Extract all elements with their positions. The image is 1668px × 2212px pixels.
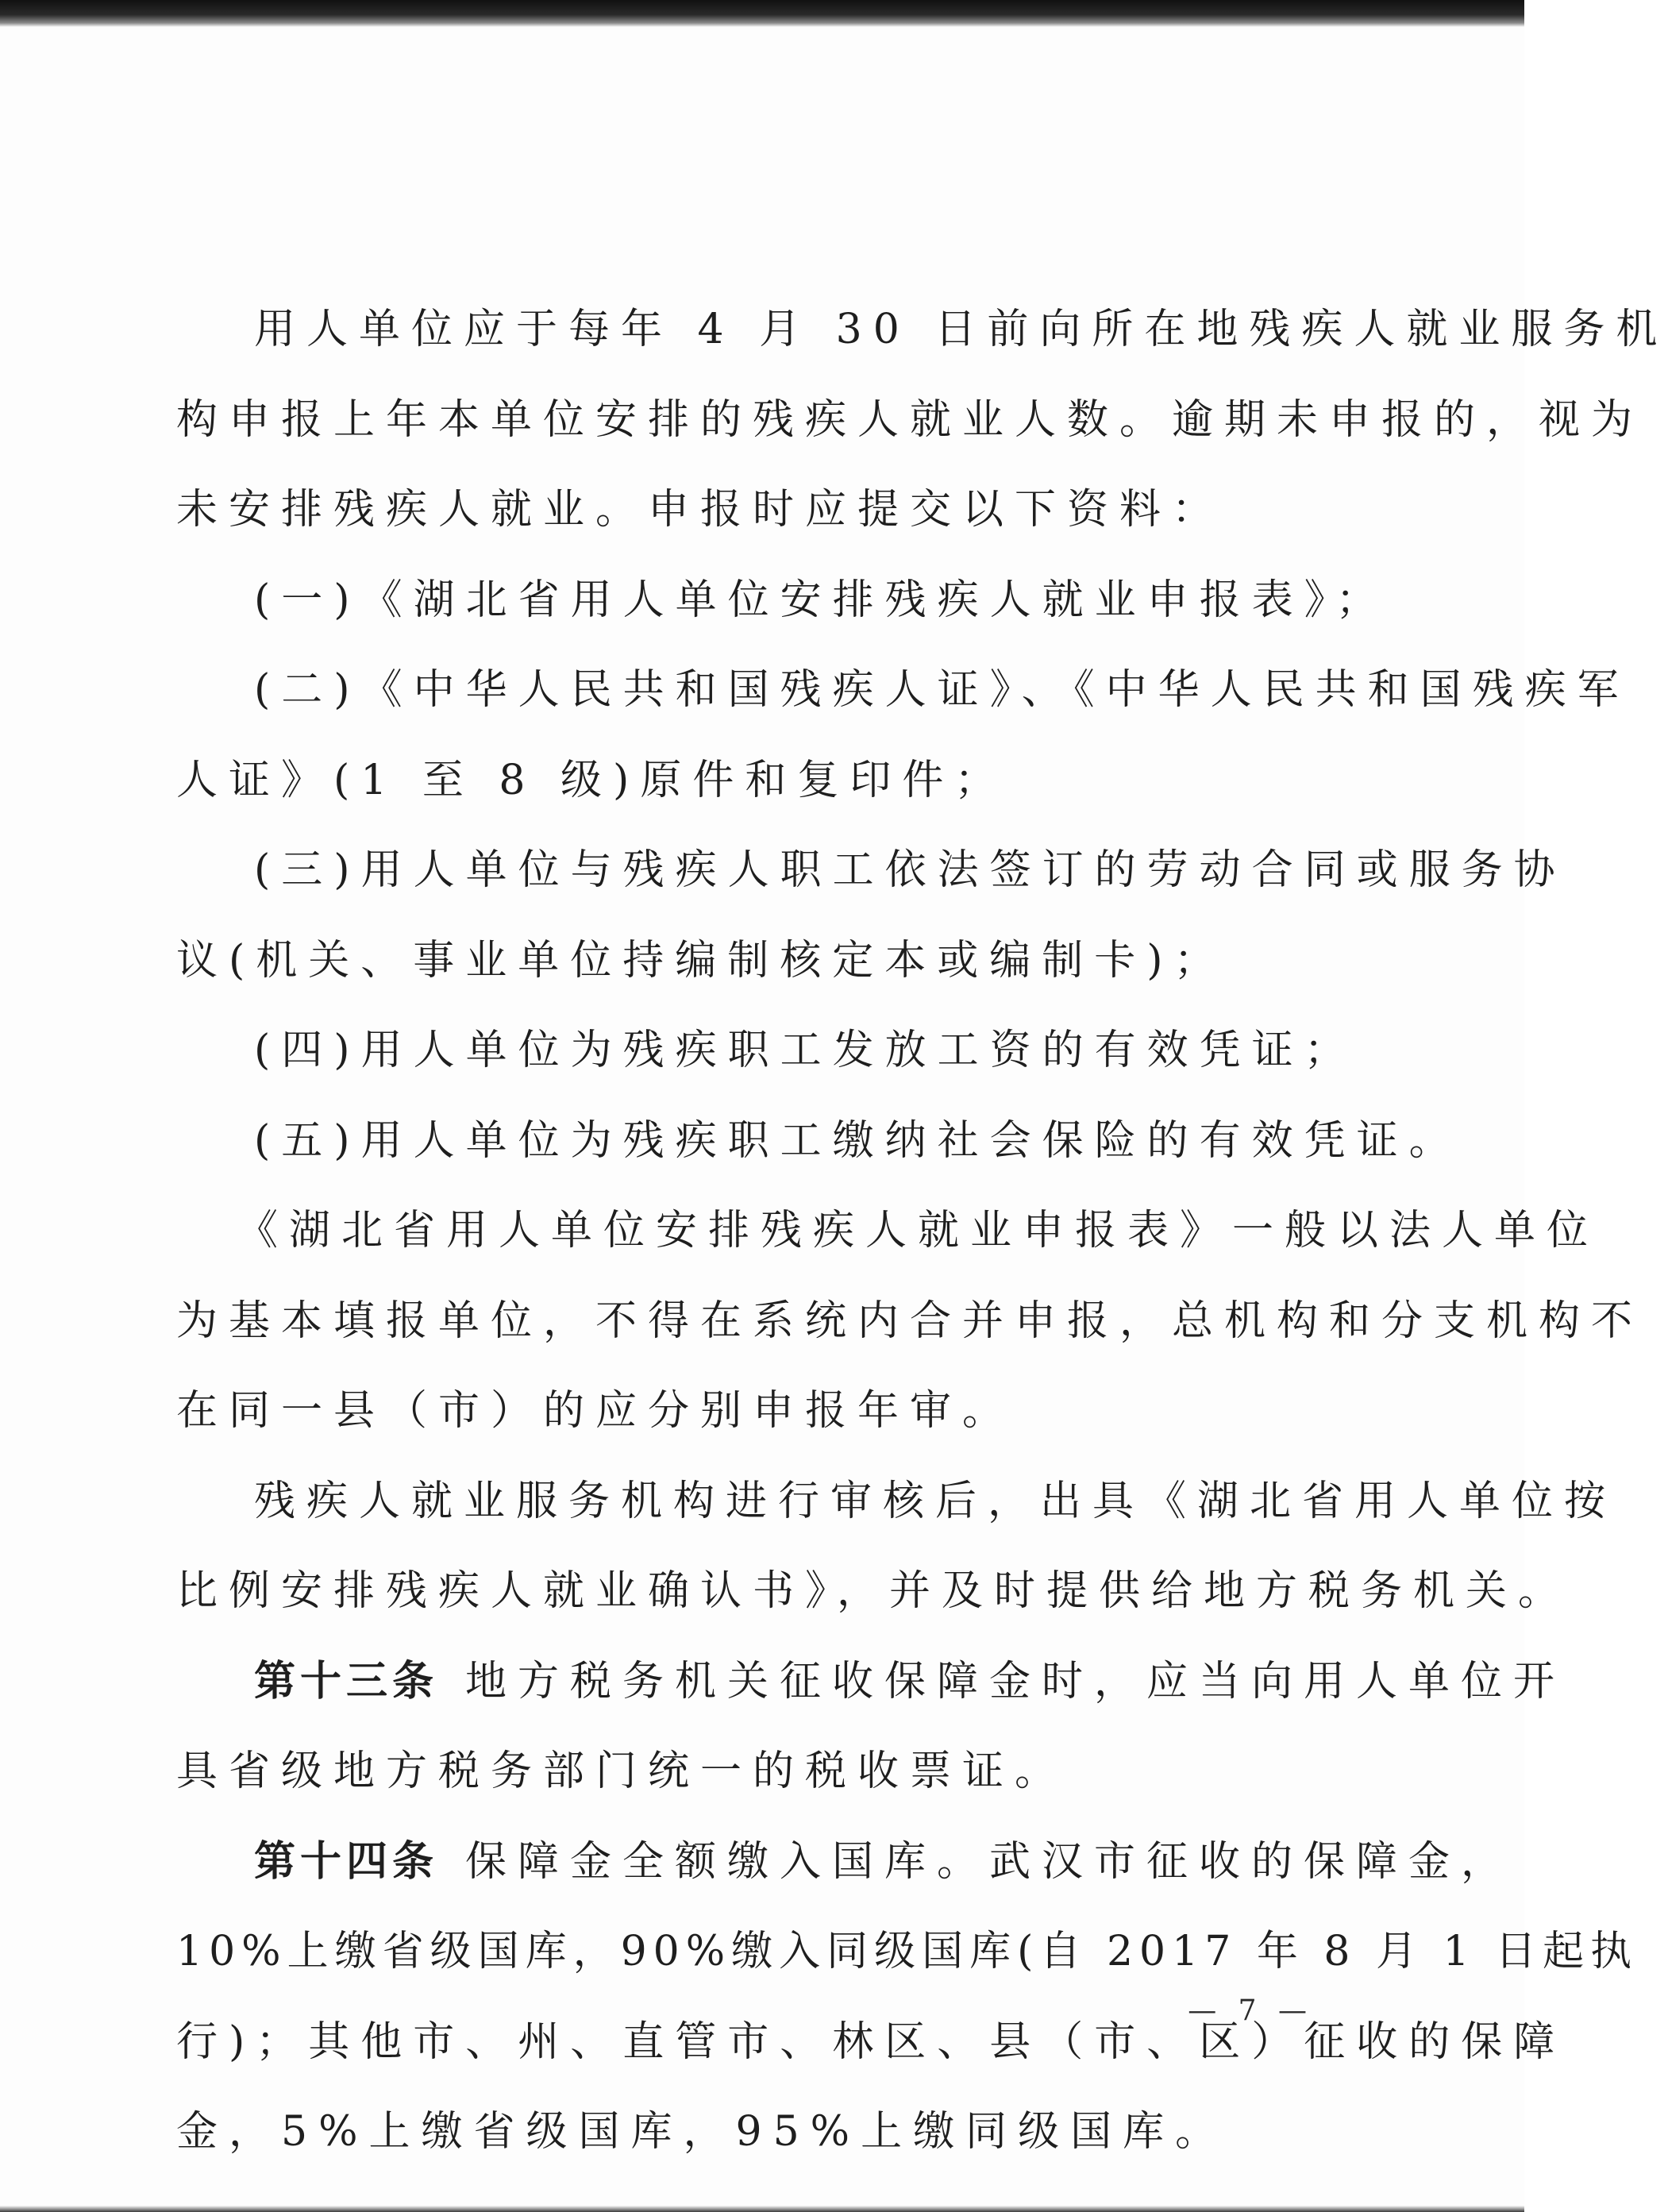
list-item-5: (五)用人单位为残疾职工缴纳社会保险的有效凭证。 bbox=[254, 1116, 1462, 1165]
text-line: 人证》(1 至 8 级)原件和复印件； bbox=[176, 756, 1007, 804]
article-14-label: 第十四条 bbox=[254, 1836, 439, 1886]
page-number: — 7 — bbox=[1188, 1994, 1313, 2027]
article-14-text: 保障金全额缴入国库。武汉市征收的保障金， bbox=[465, 1837, 1514, 1886]
text-line: 比例安排残疾人就业确认书》，并及时提供给地方税务机关。 bbox=[176, 1567, 1571, 1615]
article-13 bbox=[176, 1647, 1566, 1738]
text-line: 《湖北省用人单位安排残疾人就业申报表》一般以法人单位 bbox=[237, 1207, 1600, 1254]
article-13-text: 地方税务机关征收保障金时，应当向用人单位开 bbox=[465, 1657, 1566, 1705]
text-line: 议(机关、事业单位持编制核定本或编制卡)； bbox=[176, 936, 1227, 985]
text-line: 构申报上年本单位安排的残疾人就业人数。逾期未申报的，视为 bbox=[176, 395, 1644, 444]
text-line: 具省级地方税务部门统一的税收票证。 bbox=[176, 1748, 1068, 1795]
document-body bbox=[176, 295, 1668, 2188]
scan-top-edge bbox=[0, 0, 1524, 27]
article-13-label: 第十三条 bbox=[254, 1656, 439, 1705]
list-item-4: (四)用人单位为残疾职工发放工资的有效凭证； bbox=[254, 1027, 1357, 1074]
scan-bottom-edge bbox=[0, 2206, 1524, 2212]
article-14 bbox=[176, 1828, 1514, 1918]
list-item-3: (三)用人单位与残疾人职工依法签订的劳动合同或服务协 bbox=[254, 846, 1566, 894]
text-line: 用人单位应于每年 4 月 30 日前向所在地残疾人就业服务机 bbox=[254, 306, 1668, 353]
text-line: 金，5%上缴省级国库，95%上缴同级国库。 bbox=[176, 2108, 1228, 2156]
text-line: 残疾人就业服务机构进行审核后，出具《湖北省用人单位按 bbox=[254, 1477, 1617, 1525]
text-line: 为基本填报单位，不得在系统内合并申报，总机构和分支机构不 bbox=[176, 1297, 1644, 1345]
text-line: 未安排残疾人就业。申报时应提交以下资料： bbox=[176, 486, 1225, 534]
list-item-1: (一)《湖北省用人单位安排残疾人就业申报表》； bbox=[254, 576, 1389, 624]
text-line: 行)；其他市、州、直管市、林区、县（市、区）征收的保障 bbox=[176, 2017, 1566, 2066]
text-line: 10%上缴省级国库，90%缴入同级国库(自 2017 年 8 月 1 日起执 bbox=[176, 1928, 1639, 1975]
text-line: 在同一县（市）的应分别申报年审。 bbox=[176, 1387, 1015, 1435]
list-item-2: (二)《中华人民共和国残疾人证》、《中华人民共和国残疾军 bbox=[254, 666, 1630, 714]
